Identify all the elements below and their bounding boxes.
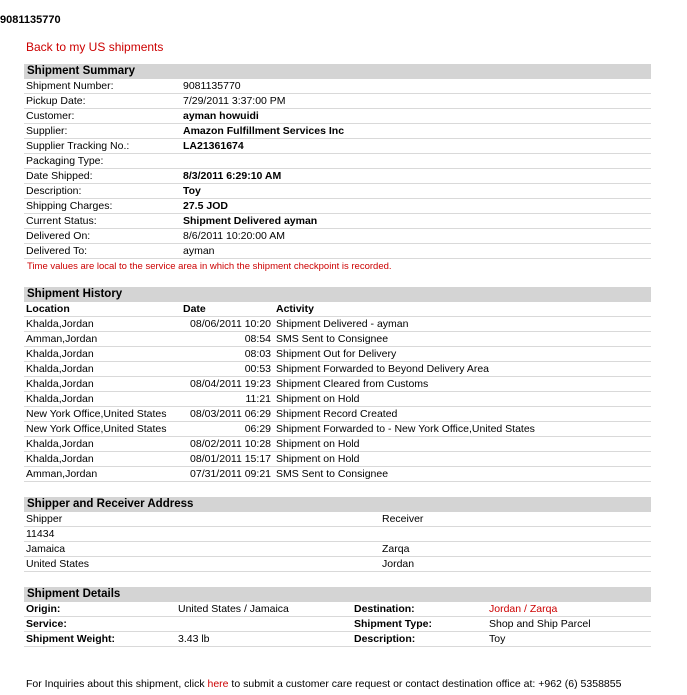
shipper-value: 11434 (26, 528, 55, 540)
details-label: Destination: (354, 603, 415, 615)
footer-text-post: to submit a customer care request or contact destination office at: +962 (6) 5358855 (228, 678, 622, 690)
history-header-row (24, 302, 651, 317)
history-row (24, 407, 651, 422)
back-to-shipments-link[interactable]: Back to my US shipments (26, 40, 164, 54)
summary-value: 7/29/2011 3:37:00 PM (183, 95, 286, 107)
address-row (24, 527, 651, 542)
summary-label: Current Status: (26, 215, 97, 227)
shipment-summary-section (24, 64, 651, 274)
summary-row (24, 229, 651, 244)
address-header-row (24, 512, 651, 527)
details-value: Shop and Ship Parcel (489, 618, 591, 630)
history-activity-header: Activity (276, 303, 314, 315)
details-row (24, 617, 651, 632)
history-date: 08/06/2011 10:20 (190, 318, 271, 330)
history-date: 08/03/2011 06:29 (190, 408, 271, 420)
shipper-label: Shipper (26, 513, 63, 525)
history-date: 08/02/2011 10:28 (190, 438, 271, 450)
history-location: Khalda,Jordan (26, 438, 94, 450)
details-value: 3.43 lb (178, 633, 210, 645)
shipment-summary-title: Shipment Summary (24, 64, 651, 79)
history-activity: Shipment Cleared from Customs (276, 378, 429, 390)
history-date: 06:29 (244, 423, 271, 435)
history-location: Khalda,Jordan (26, 393, 94, 405)
shipper-value: Jamaica (26, 543, 66, 555)
history-row (24, 467, 651, 482)
history-date: 08/01/2011 15:17 (190, 453, 271, 465)
summary-row (24, 79, 651, 94)
summary-label: Supplier: (26, 125, 68, 137)
shipment-history-title: Shipment History (24, 287, 651, 302)
details-label: Shipment Type: (354, 618, 432, 630)
details-label: Service: (26, 618, 67, 630)
details-label: Shipment Weight: (26, 633, 116, 645)
summary-label: Delivered On: (26, 230, 91, 242)
history-row (24, 377, 651, 392)
history-date: 00:53 (244, 363, 271, 375)
history-row (24, 437, 651, 452)
summary-label: Shipping Charges: (26, 200, 113, 212)
history-activity: Shipment Forwarded to - New York Office,United States (276, 423, 535, 435)
history-date: 08:54 (244, 333, 271, 345)
history-location: Khalda,Jordan (26, 363, 94, 375)
history-activity: Shipment on Hold (276, 438, 360, 450)
address-row (24, 542, 651, 557)
history-date: 08:03 (244, 348, 271, 360)
footer-inquiry (26, 678, 621, 690)
history-activity: SMS Sent to Consignee (276, 333, 389, 345)
receiver-value: Jordan (382, 558, 415, 570)
history-row (24, 347, 651, 362)
history-activity: SMS Sent to Consignee (276, 468, 389, 480)
summary-row (24, 184, 651, 199)
shipment-history-section (24, 287, 651, 482)
summary-label: Description: (26, 185, 82, 197)
summary-label: Shipment Number: (26, 80, 114, 92)
details-label: Origin: (26, 603, 61, 615)
summary-row (24, 124, 651, 139)
history-location: Khalda,Jordan (26, 378, 94, 390)
history-row (24, 392, 651, 407)
history-row (24, 362, 651, 377)
history-row (24, 422, 651, 437)
history-date-header: Date (183, 303, 206, 315)
summary-row (24, 244, 651, 259)
receiver-label: Receiver (382, 513, 424, 525)
history-location-header: Location (26, 303, 70, 315)
history-location: New York Office,United States (26, 423, 167, 435)
summary-value: Shipment Delivered ayman (183, 215, 318, 227)
summary-label: Packaging Type: (26, 155, 104, 167)
summary-row (24, 214, 651, 229)
history-activity: Shipment Forwarded to Beyond Delivery Area (276, 363, 490, 375)
summary-value: 9081135770 (183, 80, 241, 92)
history-row (24, 332, 651, 347)
details-value: Toy (489, 633, 506, 645)
address-row (24, 557, 651, 572)
summary-row (24, 169, 651, 184)
summary-value: Toy (183, 185, 201, 197)
summary-value: ayman howuidi (183, 110, 259, 122)
summary-label: Date Shipped: (26, 170, 93, 182)
summary-value: Amazon Fulfillment Services Inc (183, 125, 345, 137)
history-activity: Shipment on Hold (276, 453, 360, 465)
history-location: Amman,Jordan (26, 333, 98, 345)
summary-value: 8/3/2011 6:29:10 AM (183, 170, 282, 182)
summary-value: 27.5 JOD (183, 200, 228, 212)
address-section (24, 497, 651, 572)
summary-value: LA21361674 (183, 140, 244, 152)
summary-row (24, 154, 651, 169)
history-row (24, 452, 651, 467)
history-date: 11:21 (245, 393, 271, 405)
shipper-value: United States (26, 558, 90, 570)
summary-label: Customer: (26, 110, 75, 122)
details-row (24, 602, 651, 617)
history-activity: Shipment Delivered - ayman (276, 318, 409, 330)
history-activity: Shipment Record Created (276, 408, 398, 420)
details-row (24, 632, 651, 647)
shipment-details-title: Shipment Details (24, 587, 651, 602)
summary-value: 8/6/2011 10:20:00 AM (183, 230, 285, 242)
history-date: 08/04/2011 19:23 (190, 378, 271, 390)
history-date: 07/31/2011 09:21 (190, 468, 271, 480)
summary-label: Pickup Date: (26, 95, 86, 107)
history-row (24, 317, 651, 332)
history-location: Khalda,Jordan (26, 318, 94, 330)
customer-care-link[interactable]: here (207, 678, 229, 690)
summary-row (24, 109, 651, 124)
history-location: Khalda,Jordan (26, 453, 94, 465)
history-activity: Shipment on Hold (276, 393, 360, 405)
history-location: New York Office,United States (26, 408, 167, 420)
footer-text-pre: For Inquiries about this shipment, click (26, 678, 208, 690)
history-activity: Shipment Out for Delivery (276, 348, 397, 360)
shipment-details-section (24, 587, 651, 647)
summary-label: Delivered To: (26, 245, 88, 257)
summary-row (24, 199, 651, 214)
summary-value: ayman (183, 245, 215, 257)
address-title: Shipper and Receiver Address (24, 497, 651, 512)
summary-label: Supplier Tracking No.: (26, 140, 130, 152)
details-value: Jordan / Zarqa (489, 603, 558, 615)
history-location: Amman,Jordan (26, 468, 98, 480)
details-value: United States / Jamaica (178, 603, 289, 615)
summary-row (24, 139, 651, 154)
summary-row (24, 94, 651, 109)
shipment-id-header: 9081135770 (0, 14, 61, 26)
history-location: Khalda,Jordan (26, 348, 94, 360)
time-values-note: Time values are local to the service area in which the shipment checkpoint is recorded. (27, 261, 392, 272)
details-label: Description: (354, 633, 416, 645)
receiver-value: Zarqa (382, 543, 410, 555)
